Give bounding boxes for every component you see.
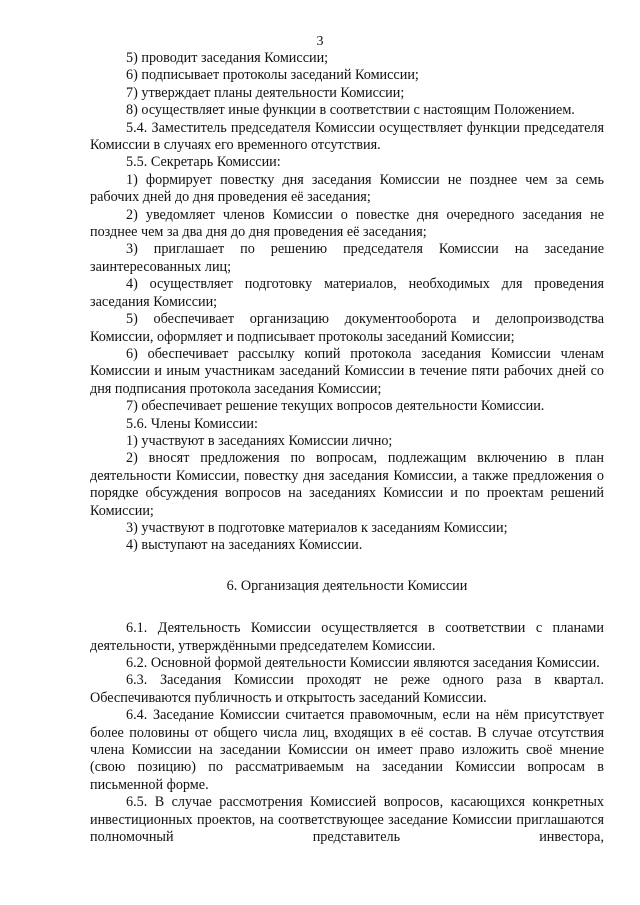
paragraph: 5) проводит заседания Комиссии; [126, 50, 329, 66]
section-heading: 6. Организация деятельности Комиссии [226, 577, 468, 594]
paragraph: 1) участвуют в заседаниях Комиссии лично; [126, 432, 393, 449]
paragraph: 6.1. Деятельность Комиссии осуществляется в соответствии с планами деятельности, утверждёнными председателем Комиссии. [90, 620, 604, 654]
paragraph: 5.5. Секретарь Комиссии: [126, 154, 281, 171]
paragraph: 1) формирует повестку дня заседания Комиссии не позднее чем за семь рабочих дней до дня проведения её заседания; [90, 171, 604, 206]
paragraph: 5.4. Заместитель председателя Комиссии осуществляет функции председателя Комиссии в случаях его временного отсутствия. [90, 119, 604, 154]
paragraph: 6.2. Основной формой деятельности Комиссии являются заседания Комиссии. [126, 655, 600, 671]
paragraph: 5) обеспечивает организацию документооборота и делопроизводства Комиссии, оформляет и подписывает протоколы заседаний Комиссии; [90, 311, 604, 345]
paragraph: 4) осуществляет подготовку материалов, необходимых для проведения заседания Комиссии; [90, 276, 604, 310]
paragraph: 6.4. Заседание Комиссии считается правомочным, если на нём присутствует более половины от общего числа лиц, входящих в её состав. В случае отсутствия члена Комиссии на заседании Комиссии он имеет право изложить своё мнение (свою позицию) по рассматриваемым на заседании Комиссии вопросам в письменной форме. [90, 707, 604, 793]
paragraph: 8) осуществляет иные функции в соответствии с настоящим Положением. [126, 102, 575, 119]
paragraph: 3) участвуют в подготовке материалов к заседаниям Комиссии; [126, 519, 508, 536]
paragraph: 6.3. Заседания Комиссии проходят не реже одного раза в квартал. Обеспечиваются публичность и открытость заседаний Комиссии. [90, 672, 604, 706]
paragraph: 6.5. В случае рассмотрения Комиссией вопросов, касающихся конкретных инвестиционных проектов, на соответствующее заседание Комиссии приглашаются полномочный представитель инвестора, [90, 794, 604, 846]
paragraph: 7) обеспечивает решение текущих вопросов деятельности Комиссии. [126, 398, 545, 415]
paragraph: 2) вносят предложения по вопросам, подлежащим включению в план деятельности Комиссии, повестку дня заседания Комиссии, а также предложения о порядке обсуждения вопросов на заседаниях Комиссии и по проектам решений Комиссии; [90, 450, 604, 519]
paragraph: 5.6. Члены Комиссии: [126, 415, 258, 432]
paragraph: 3) приглашает по решению председателя Комиссии на заседание заинтересованных лиц; [90, 241, 604, 275]
document-body [90, 50, 604, 846]
paragraph: 4) выступают на заседаниях Комиссии. [126, 537, 363, 554]
paragraph: 6) подписывает протоколы заседаний Комиссии; [126, 67, 419, 84]
paragraph: 2) уведомляет членов Комиссии о повестке дня очередного заседания не позднее чем за два дня до дня проведения её заседания; [90, 206, 604, 241]
paragraph: 6) обеспечивает рассылку копий протокола заседания Комиссии членам Комиссии и иным участникам заседаний Комиссии в течение пяти рабочих дней со дня подписания протокола заседания Комиссии; [90, 345, 604, 397]
page-number: 3 [316, 34, 324, 49]
paragraph: 7) утверждает планы деятельности Комиссии; [126, 84, 405, 101]
